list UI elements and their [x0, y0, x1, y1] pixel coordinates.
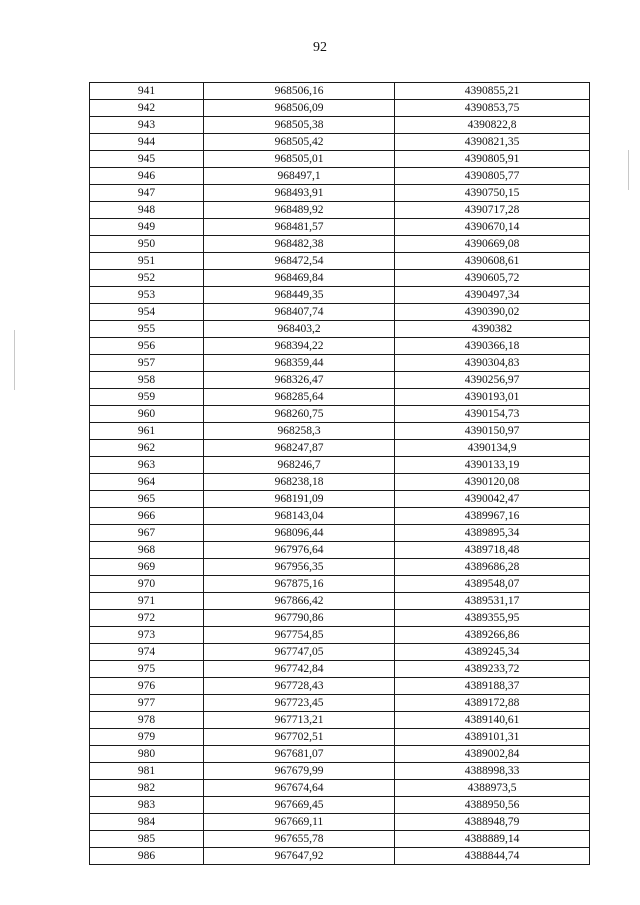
table-row	[90, 695, 590, 712]
y-coordinate-cell: 4390154,73	[395, 406, 590, 423]
y-coordinate-cell: 4389172,88	[395, 695, 590, 712]
y-coordinate-cell: 4388950,56	[395, 797, 590, 814]
x-coordinate-cell: 968394,22	[204, 338, 395, 355]
y-coordinate-cell: 4390042,47	[395, 491, 590, 508]
y-coordinate-cell: 4388948,79	[395, 814, 590, 831]
y-coordinate-cell: 4390805,77	[395, 168, 590, 185]
point-number-cell: 966	[90, 508, 204, 525]
x-coordinate-cell: 967875,16	[204, 576, 395, 593]
x-coordinate-cell: 968403,2	[204, 321, 395, 338]
x-coordinate-cell: 967790,86	[204, 610, 395, 627]
y-coordinate-cell: 4390120,08	[395, 474, 590, 491]
point-number-cell: 944	[90, 134, 204, 151]
x-coordinate-cell: 968407,74	[204, 304, 395, 321]
point-number-cell: 969	[90, 559, 204, 576]
table-row	[90, 100, 590, 117]
table-row	[90, 525, 590, 542]
table-row	[90, 406, 590, 423]
point-number-cell: 956	[90, 338, 204, 355]
table-row	[90, 304, 590, 321]
x-coordinate-cell: 967702,51	[204, 729, 395, 746]
x-coordinate-cell: 968143,04	[204, 508, 395, 525]
table-row	[90, 151, 590, 168]
table-row	[90, 168, 590, 185]
point-number-cell: 948	[90, 202, 204, 219]
point-number-cell: 971	[90, 593, 204, 610]
y-coordinate-cell: 4390256,97	[395, 372, 590, 389]
y-coordinate-cell: 4390134,9	[395, 440, 590, 457]
point-number-cell: 954	[90, 304, 204, 321]
y-coordinate-cell: 4389266,86	[395, 627, 590, 644]
x-coordinate-cell: 968469,84	[204, 270, 395, 287]
x-coordinate-cell: 967866,42	[204, 593, 395, 610]
x-coordinate-cell: 968285,64	[204, 389, 395, 406]
x-coordinate-cell: 968246,7	[204, 457, 395, 474]
y-coordinate-cell: 4389233,72	[395, 661, 590, 678]
table-row	[90, 763, 590, 780]
x-coordinate-cell: 968505,01	[204, 151, 395, 168]
table-row	[90, 678, 590, 695]
x-coordinate-cell: 967655,78	[204, 831, 395, 848]
y-coordinate-cell: 4390497,34	[395, 287, 590, 304]
table-row	[90, 848, 590, 865]
y-coordinate-cell: 4389188,37	[395, 678, 590, 695]
table-row	[90, 457, 590, 474]
y-coordinate-cell: 4390822,8	[395, 117, 590, 134]
x-coordinate-cell: 968449,35	[204, 287, 395, 304]
x-coordinate-cell: 967723,45	[204, 695, 395, 712]
x-coordinate-cell: 967956,35	[204, 559, 395, 576]
point-number-cell: 975	[90, 661, 204, 678]
table-row	[90, 270, 590, 287]
point-number-cell: 964	[90, 474, 204, 491]
point-number-cell: 985	[90, 831, 204, 848]
point-number-cell: 968	[90, 542, 204, 559]
y-coordinate-cell: 4389002,84	[395, 746, 590, 763]
table-row	[90, 474, 590, 491]
table-row	[90, 559, 590, 576]
table-row	[90, 372, 590, 389]
y-coordinate-cell: 4389686,28	[395, 559, 590, 576]
y-coordinate-cell: 4390855,21	[395, 83, 590, 100]
x-coordinate-cell: 967728,43	[204, 678, 395, 695]
table-row	[90, 729, 590, 746]
table-row	[90, 508, 590, 525]
y-coordinate-cell: 4389140,61	[395, 712, 590, 729]
point-number-cell: 974	[90, 644, 204, 661]
point-number-cell: 941	[90, 83, 204, 100]
scan-artifact-left	[14, 330, 15, 390]
x-coordinate-cell: 968489,92	[204, 202, 395, 219]
table-row	[90, 83, 590, 100]
table-row	[90, 780, 590, 797]
table-row	[90, 423, 590, 440]
table-row	[90, 219, 590, 236]
y-coordinate-cell: 4390193,01	[395, 389, 590, 406]
y-coordinate-cell: 4390304,83	[395, 355, 590, 372]
x-coordinate-cell: 968238,18	[204, 474, 395, 491]
table-row	[90, 440, 590, 457]
point-number-cell: 955	[90, 321, 204, 338]
y-coordinate-cell: 4389355,95	[395, 610, 590, 627]
point-number-cell: 958	[90, 372, 204, 389]
table-row	[90, 491, 590, 508]
x-coordinate-cell: 967742,84	[204, 661, 395, 678]
table-row	[90, 253, 590, 270]
table-row	[90, 576, 590, 593]
y-coordinate-cell: 4390133,19	[395, 457, 590, 474]
y-coordinate-cell: 4389531,17	[395, 593, 590, 610]
page-number: 92	[313, 40, 327, 55]
y-coordinate-cell: 4389245,34	[395, 644, 590, 661]
y-coordinate-cell: 4390608,61	[395, 253, 590, 270]
y-coordinate-cell: 4388889,14	[395, 831, 590, 848]
x-coordinate-cell: 967669,45	[204, 797, 395, 814]
y-coordinate-cell: 4390821,35	[395, 134, 590, 151]
point-number-cell: 977	[90, 695, 204, 712]
x-coordinate-cell: 968191,09	[204, 491, 395, 508]
table-row	[90, 202, 590, 219]
table-row	[90, 610, 590, 627]
y-coordinate-cell: 4390366,18	[395, 338, 590, 355]
point-number-cell: 986	[90, 848, 204, 865]
point-number-cell: 979	[90, 729, 204, 746]
point-number-cell: 980	[90, 746, 204, 763]
x-coordinate-cell: 968482,38	[204, 236, 395, 253]
point-number-cell: 978	[90, 712, 204, 729]
table-row	[90, 321, 590, 338]
point-number-cell: 947	[90, 185, 204, 202]
point-number-cell: 952	[90, 270, 204, 287]
table-row	[90, 287, 590, 304]
point-number-cell: 982	[90, 780, 204, 797]
point-number-cell: 960	[90, 406, 204, 423]
table-row	[90, 389, 590, 406]
table-row	[90, 627, 590, 644]
point-number-cell: 943	[90, 117, 204, 134]
x-coordinate-cell: 968481,57	[204, 219, 395, 236]
y-coordinate-cell: 4390670,14	[395, 219, 590, 236]
point-number-cell: 950	[90, 236, 204, 253]
scan-artifact-right	[628, 150, 629, 190]
x-coordinate-cell: 968493,91	[204, 185, 395, 202]
table-row	[90, 355, 590, 372]
table-row	[90, 712, 590, 729]
x-coordinate-cell: 968260,75	[204, 406, 395, 423]
y-coordinate-cell: 4390669,08	[395, 236, 590, 253]
x-coordinate-cell: 967669,11	[204, 814, 395, 831]
y-coordinate-cell: 4389967,16	[395, 508, 590, 525]
y-coordinate-cell: 4389895,34	[395, 525, 590, 542]
point-number-cell: 946	[90, 168, 204, 185]
x-coordinate-cell: 968497,1	[204, 168, 395, 185]
y-coordinate-cell: 4390150,97	[395, 423, 590, 440]
x-coordinate-cell: 967713,21	[204, 712, 395, 729]
point-number-cell: 972	[90, 610, 204, 627]
x-coordinate-cell: 968258,3	[204, 423, 395, 440]
x-coordinate-cell: 968359,44	[204, 355, 395, 372]
x-coordinate-cell: 968506,09	[204, 100, 395, 117]
table-row	[90, 236, 590, 253]
point-number-cell: 973	[90, 627, 204, 644]
y-coordinate-cell: 4389548,07	[395, 576, 590, 593]
y-coordinate-cell: 4390750,15	[395, 185, 590, 202]
point-number-cell: 959	[90, 389, 204, 406]
y-coordinate-cell: 4389718,48	[395, 542, 590, 559]
point-number-cell: 949	[90, 219, 204, 236]
point-number-cell: 953	[90, 287, 204, 304]
x-coordinate-cell: 968505,42	[204, 134, 395, 151]
y-coordinate-cell: 4390382	[395, 321, 590, 338]
x-coordinate-cell: 968472,54	[204, 253, 395, 270]
y-coordinate-cell: 4388998,33	[395, 763, 590, 780]
coordinates-table-body	[90, 83, 590, 865]
point-number-cell: 970	[90, 576, 204, 593]
point-number-cell: 984	[90, 814, 204, 831]
x-coordinate-cell: 967976,64	[204, 542, 395, 559]
table-row	[90, 117, 590, 134]
y-coordinate-cell: 4390805,91	[395, 151, 590, 168]
x-coordinate-cell: 968506,16	[204, 83, 395, 100]
coordinates-table	[89, 82, 590, 865]
x-coordinate-cell: 968096,44	[204, 525, 395, 542]
table-row	[90, 661, 590, 678]
x-coordinate-cell: 968247,87	[204, 440, 395, 457]
point-number-cell: 951	[90, 253, 204, 270]
table-row	[90, 185, 590, 202]
x-coordinate-cell: 968505,38	[204, 117, 395, 134]
point-number-cell: 976	[90, 678, 204, 695]
table-row	[90, 746, 590, 763]
point-number-cell: 983	[90, 797, 204, 814]
x-coordinate-cell: 967674,64	[204, 780, 395, 797]
table-row	[90, 797, 590, 814]
x-coordinate-cell: 967747,05	[204, 644, 395, 661]
x-coordinate-cell: 967679,99	[204, 763, 395, 780]
table-row	[90, 814, 590, 831]
point-number-cell: 942	[90, 100, 204, 117]
y-coordinate-cell: 4388973,5	[395, 780, 590, 797]
point-number-cell: 965	[90, 491, 204, 508]
y-coordinate-cell: 4390390,02	[395, 304, 590, 321]
y-coordinate-cell: 4389101,31	[395, 729, 590, 746]
table-row	[90, 644, 590, 661]
point-number-cell: 967	[90, 525, 204, 542]
x-coordinate-cell: 968326,47	[204, 372, 395, 389]
y-coordinate-cell: 4390717,28	[395, 202, 590, 219]
point-number-cell: 981	[90, 763, 204, 780]
y-coordinate-cell: 4390605,72	[395, 270, 590, 287]
table-row	[90, 593, 590, 610]
x-coordinate-cell: 967754,85	[204, 627, 395, 644]
x-coordinate-cell: 967681,07	[204, 746, 395, 763]
table-row	[90, 134, 590, 151]
x-coordinate-cell: 967647,92	[204, 848, 395, 865]
table-row	[90, 542, 590, 559]
y-coordinate-cell: 4388844,74	[395, 848, 590, 865]
point-number-cell: 945	[90, 151, 204, 168]
point-number-cell: 963	[90, 457, 204, 474]
table-row	[90, 338, 590, 355]
point-number-cell: 961	[90, 423, 204, 440]
point-number-cell: 957	[90, 355, 204, 372]
y-coordinate-cell: 4390853,75	[395, 100, 590, 117]
point-number-cell: 962	[90, 440, 204, 457]
table-row	[90, 831, 590, 848]
